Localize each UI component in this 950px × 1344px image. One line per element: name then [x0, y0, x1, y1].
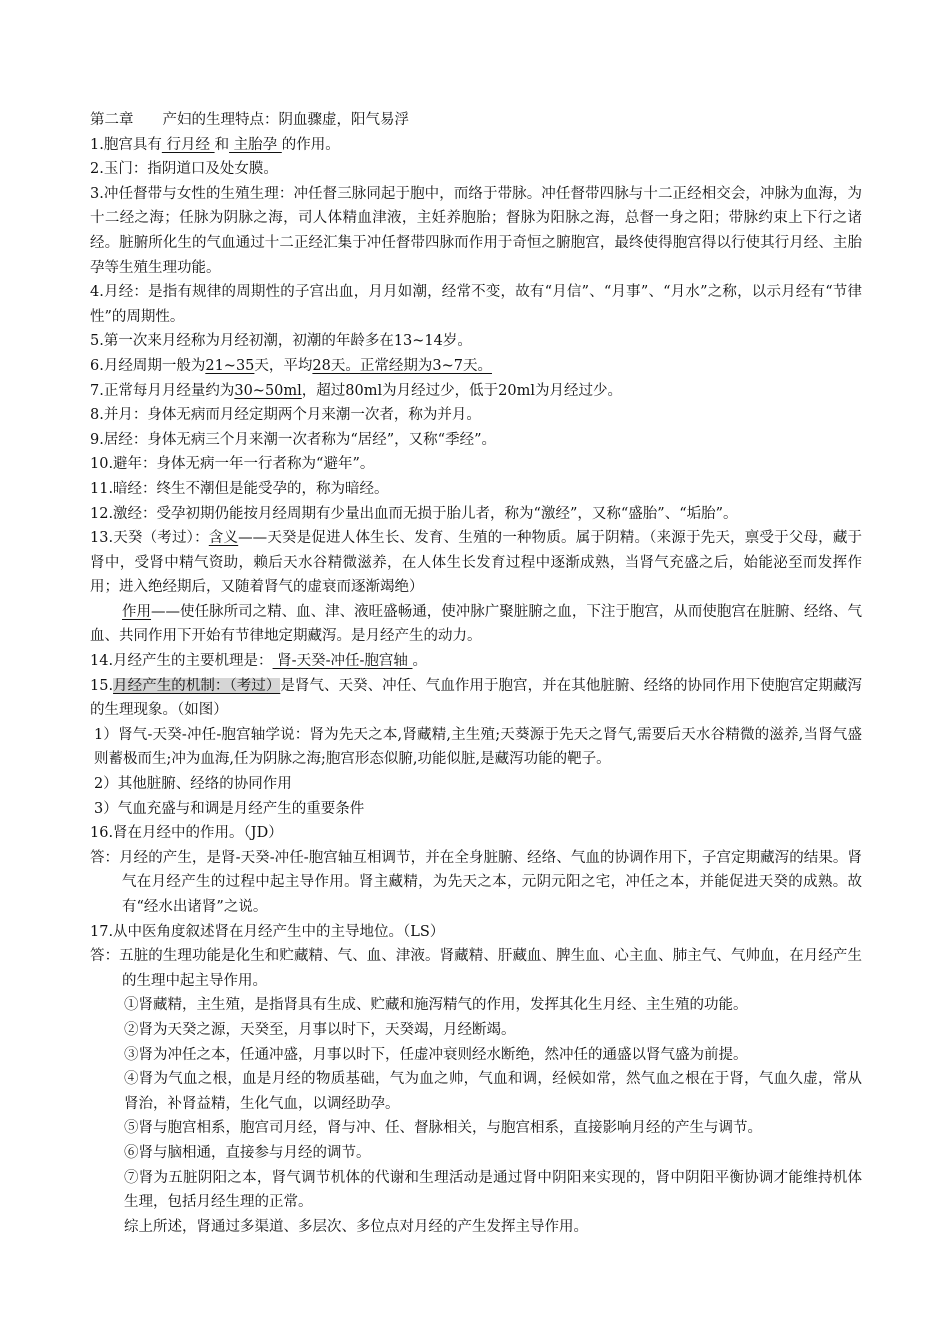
- item-14: 14.月经产生的主要机理是： 肾-天癸-冲任-胞宫轴 。: [90, 653, 427, 670]
- document-body: [90, 108, 862, 1239]
- item-17-point-1: ①肾藏精，主生殖，是指肾具有生成、贮藏和施泻精气的作用，发挥其化生月经、主生殖的功能。: [124, 997, 748, 1014]
- item-11: 11.暗经：终生不潮但是能受孕的，称为暗经。: [90, 480, 389, 497]
- chapter-heading: [90, 108, 862, 133]
- item-13-function: 作用——使任脉所司之精、血、津、液旺盛畅通，使冲脉广聚脏腑之血，下注于胞宫，从而使胞宫在脏腑、经络、气血、共同作用下开始有节律地定期藏泻。是月经产生的动力。: [90, 603, 863, 645]
- item-6: 6.月经周期一般为21~35天，平均28天。正常经期为3~7天。: [90, 357, 492, 374]
- item-15: 15.月经产生的机制：（考过）是肾气、天癸、冲任、气血作用于胞宫，并在其他脏腑、经络的协同作用下使胞宫定期藏泻的生理现象。（如图）: [90, 677, 862, 719]
- item-5: 5.第一次来月经称为月经初潮，初潮的年龄多在13~14岁。: [90, 333, 472, 350]
- item-17-point-7: ⑦肾为五脏阴阳之本，肾气调节机体的代谢和生理活动是通过肾中阴阳来实现的，肾中阴阳平衡协调才能维持机体生理，包括月经生理的正常。: [124, 1169, 862, 1211]
- item-17-conclusion: 综上所述，肾通过多渠道、多层次、多位点对月经的产生发挥主导作用。: [124, 1218, 588, 1235]
- item-8: 8.并月：身体无病而月经定期两个月来潮一次者，称为并月。: [90, 407, 481, 424]
- highlighted-term: 月经产生的机制：（考过）: [113, 677, 281, 694]
- item-10: 10.避年：身体无病一年一行者称为“避年”。: [90, 456, 375, 473]
- item-12: 12.激经：受孕初期仍能按月经周期有少量出血而无损于胎儿者，称为“激经”，又称“盛胎”、“垢胎”。: [90, 505, 738, 522]
- item-16-question: 16.肾在月经中的作用。（JD）: [90, 825, 283, 842]
- item-15-sub-1: 1）肾气-天癸-冲任-胞宫轴学说：肾为先天之本,肾藏精,主生殖;天葵源于先天之肾气,需要后天水谷精微的滋养,当肾气盛则蓄极而生;冲为血海,任为阴脉之海;胞宫形态似腑,功能似脏,是藏泻功能的靶子。: [94, 726, 862, 768]
- item-7: 7.正常每月月经量约为30~50ml，超过80ml为月经过少，低于20ml为月经过少。: [90, 382, 622, 399]
- chapter-title: 产妇的生理特点：阴血骤虚，阳气易浮: [162, 112, 409, 128]
- chapter-number: 第二章: [90, 112, 134, 128]
- item-17-point-4: ④肾为气血之根，血是月经的物质基础，气为血之帅，气血和调，经候如常，然气血之根在于肾，气血久虚，常从肾治，补肾益精，生化气血，以调经助孕。: [124, 1071, 862, 1112]
- item-1: 1.胞宫具有 行月经 和 主胎孕 的作用。: [90, 136, 340, 153]
- item-17-question: 17.从中医角度叙述肾在月经产生中的主导地位。（LS）: [90, 923, 445, 940]
- item-17-point-5: ⑤肾与胞宫相系，胞宫司月经，肾与冲、任、督脉相关，与胞宫相系，直接影响月经的产生与调节。: [124, 1120, 762, 1137]
- item-2: 2.玉门：指阴道口及处女膜。: [90, 161, 278, 178]
- item-17-answer: 答：五脏的生理功能是化生和贮藏精、气、血、津液。肾藏精、肝藏血、脾生血、心主血、肺主气、气帅血，在月经产生的生理中起主导作用。: [90, 948, 862, 989]
- item-9: 9.居经：身体无病三个月来潮一次者称为“居经”，又称“季经”。: [90, 431, 496, 448]
- item-17-point-2: ②肾为天癸之源，天癸至，月事以时下，天癸竭，月经断竭。: [124, 1021, 516, 1038]
- item-16-answer: 答：月经的产生，是肾-天癸-冲任-胞宫轴互相调节，并在全身脏腑、经络、气血的协调作用下，子宫定期藏泻的结果。肾气在月经产生的过程中起主导作用。肾主藏精，为先天之本，元阴元阳之宅，冲任之本，并能促进天癸的成熟。故有“经水出诸肾”之说。: [90, 849, 862, 915]
- item-3: 3.冲任督带与女性的生殖生理：冲任督三脉同起于胞中，而络于带脉。冲任督带四脉与十二正经相交会，冲脉为血海，为十二经之海；任脉为阴脉之海，司人体精血津液，主妊养胞胎；督脉为阳脉之海，总督一身之阳；带脉约束上下行之诸经。脏腑所化生的气血通过十二正经汇集于冲任督带四脉而作用于奇恒之腑胞宫，最终使得胞宫得以行使其行月经、主胎孕等生殖生理功能。: [90, 185, 862, 276]
- item-13-meaning: 13.天癸（考过）：含义——天癸是促进人体生长、发育、生殖的一种物质。属于阴精。（来源于先天，禀受于父母，藏于肾中，受肾中精气资助，赖后天水谷精微滋养，在人体生长发育过程中逐渐成熟，当肾气充盛之后，始能泌至而发挥作用；进入绝经期后，又随着肾气的虚衰而逐渐竭绝）: [90, 530, 863, 596]
- item-15-sub-3: 3）气血充盛与和调是月经产生的重要条件: [94, 800, 365, 817]
- item-17-point-6: ⑥肾与脑相通，直接参与月经的调节。: [124, 1144, 371, 1161]
- item-4: 4.月经：是指有规律的周期性的子宫出血，月月如潮，经常不变，故有“月信”、“月事”、“月水”之称，以示月经有“节律性”的周期性。: [90, 284, 862, 325]
- item-15-sub-2: 2）其他脏腑、经络的协同作用: [94, 776, 292, 793]
- item-17-point-3: ③肾为冲任之本，任通冲盛，月事以时下，任虚冲衰则经水断绝，然冲任的通盛以肾气盛为前提。: [124, 1046, 748, 1063]
